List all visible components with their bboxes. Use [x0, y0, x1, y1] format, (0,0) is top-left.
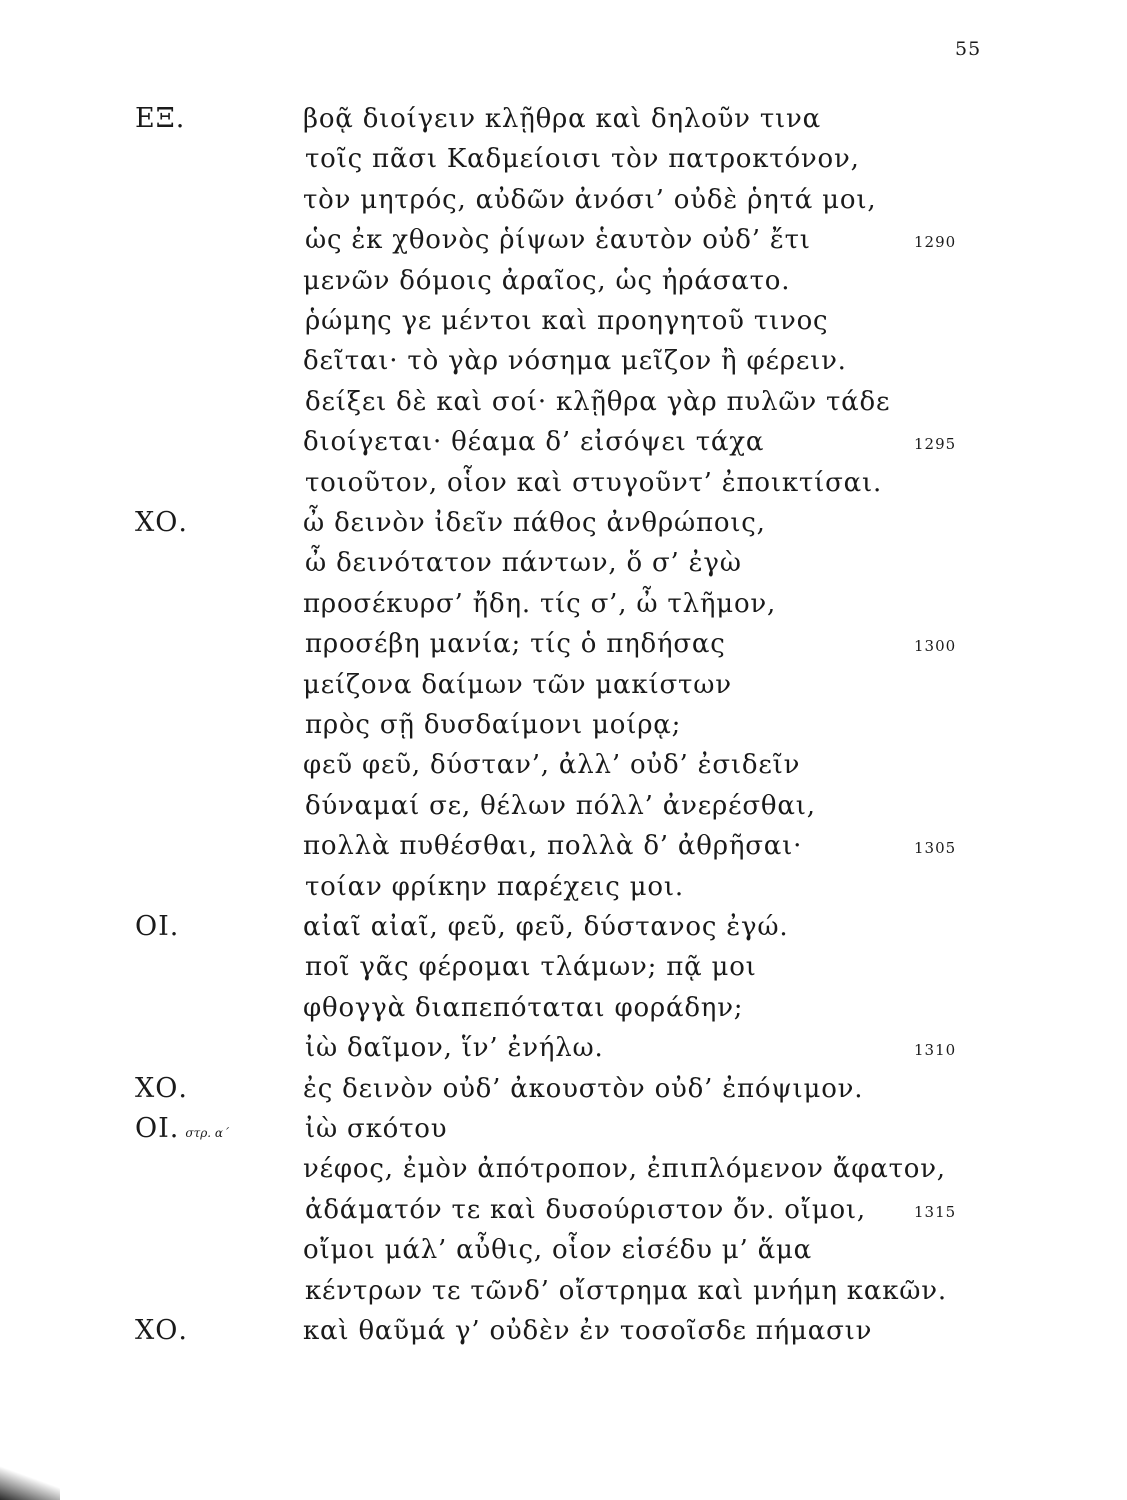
verse-text-line: δύναμαί σε, θέλων πόλλ’ ἀνερέσθαι, — [305, 790, 816, 821]
verse-text-line: ὦ δεινότατον πάντων, ὅ σ’ ἐγὼ — [305, 548, 742, 579]
verse-line — [0, 1029, 1127, 1069]
verse-text-line: τοῖς πᾶσι Καδμείοισι τὸν πατροκτόνον, — [305, 144, 860, 175]
verse-text-line: φεῦ φεῦ, δύσταν’, ἀλλ’ οὐδ’ ἐσιδεῖν — [303, 750, 801, 781]
page-edge-shadow — [0, 1460, 60, 1500]
speaker-name: ΕΞ. — [135, 103, 186, 134]
verse-line — [0, 181, 1127, 221]
verse-line — [0, 342, 1127, 382]
verse-text-line: ἐς δεινὸν οὐδ’ ἀκουστὸν οὐδ’ ἐπόψιμον. — [303, 1073, 864, 1104]
speaker-name: ΧΟ. — [135, 1072, 188, 1104]
verse-line — [0, 1070, 1127, 1110]
verse-line — [0, 544, 1127, 584]
verse-line — [0, 1110, 1127, 1150]
speaker-label — [135, 507, 188, 538]
line-number: 1295 — [914, 435, 957, 454]
strophe-marker: στρ. α΄ — [185, 1126, 230, 1140]
verse-text-line: δεῖται· τὸ γὰρ νόσημα μεῖζον ἢ φέρειν. — [303, 346, 847, 377]
verse-line — [0, 140, 1127, 180]
verse-text-line: μενῶν δόμοις ἀραῖος, ὡς ἠράσατο. — [303, 265, 791, 296]
verse-text-line: νέφος, ἐμὸν ἀπότροπον, ἐπιπλόμενον ἄφατον, — [303, 1154, 946, 1185]
verse-line — [0, 1191, 1127, 1231]
verse-line — [0, 302, 1127, 342]
verse-text-line: ὡς ἐκ χθονὸς ῥίψων ἑαυτὸν οὐδ’ ἔτι — [305, 225, 811, 256]
verse-line — [0, 504, 1127, 544]
verse-text-line: πολλὰ πυθέσθαι, πολλὰ δ’ ἀθρῆσαι· — [303, 831, 803, 862]
page-number: 55 — [955, 38, 982, 60]
verse-text-line: τὸν μητρός, αὐδῶν ἀνόσι’ οὐδὲ ῥητά μοι, — [303, 184, 877, 215]
verse-text-line: προσέκυρσ’ ἤδη. τίς σ’, ὦ τλῆμον, — [303, 588, 777, 619]
verse-text-line: δείξει δὲ καὶ σοί· κλῇθρα γὰρ πυλῶν τάδε — [305, 386, 891, 417]
verse-text-line: πρὸς σῇ δυσδαίμονι μοίρᾳ; — [305, 710, 682, 740]
verse-text-line: κέντρων τε τῶνδ’ οἴστρημα καὶ μνήμη κακῶν. — [305, 1275, 947, 1306]
verse-text-line: ἀδάματόν τε καὶ δυσούριστον ὄν. οἴμοι, — [305, 1194, 866, 1225]
line-number: 1315 — [914, 1202, 957, 1221]
verse-line — [0, 1231, 1127, 1271]
verse-line — [0, 464, 1127, 504]
verse-line — [0, 262, 1127, 302]
verse-line — [0, 868, 1127, 908]
verse-line — [0, 787, 1127, 827]
verse-text-line: ἰὼ σκότου — [305, 1114, 448, 1144]
verse-line — [0, 383, 1127, 423]
verse-line — [0, 100, 1127, 140]
speaker-label — [135, 1113, 229, 1144]
speaker-label — [135, 1315, 188, 1346]
verse-line — [0, 908, 1127, 948]
verse-line — [0, 706, 1127, 746]
line-number: 1310 — [914, 1041, 957, 1060]
verse-text-line: τοίαν φρίκην παρέχεις μοι. — [305, 871, 684, 902]
speaker-name: ΧΟ. — [135, 507, 188, 538]
verse-text-line: ἰὼ δαῖμον, ἵν’ ἐνήλω. — [305, 1033, 604, 1064]
speaker-label — [135, 911, 179, 942]
verse-text-line: ποῖ γᾶς φέρομαι τλάμων; πᾷ μοι — [305, 952, 757, 983]
line-number: 1300 — [914, 637, 957, 656]
verse-line — [0, 585, 1127, 625]
verse-line — [0, 1272, 1127, 1312]
speaker-name: ΟΙ. — [135, 911, 180, 942]
verse-line — [0, 666, 1127, 706]
verse-text-line: ῥώμης γε μέντοι καὶ προηγητοῦ τινος — [305, 306, 829, 336]
verse-text-line: αἰαῖ αἰαῖ, φεῦ, φεῦ, δύστανος ἐγώ. — [303, 912, 789, 942]
verse-line — [0, 423, 1127, 463]
verse-text-line: μείζονα δαίμων τῶν μακίστων — [303, 669, 732, 700]
speaker-label — [135, 1073, 188, 1104]
verse-text-line: ὦ δεινὸν ἰδεῖν πάθος ἀνθρώποις, — [303, 508, 766, 538]
verse-text-line: τοιοῦτον, οἷον καὶ στυγοῦντ’ ἐποικτίσαι. — [305, 467, 883, 498]
line-number: 1305 — [914, 839, 957, 858]
verse-line — [0, 1150, 1127, 1190]
verse-line — [0, 746, 1127, 786]
verse-line — [0, 625, 1127, 665]
speaker-label — [135, 103, 185, 134]
verse-line — [0, 827, 1127, 867]
verse-line — [0, 989, 1127, 1029]
verse-line — [0, 1312, 1127, 1352]
verse-line — [0, 221, 1127, 261]
verse-text-line: φθογγὰ διαπεπόταται φοράδην; — [303, 992, 744, 1023]
verse-text-line: βοᾷ διοίγειν κλῇθρα καὶ δηλοῦν τινα — [303, 104, 821, 134]
verse-text-line: καὶ θαῦμά γ’ οὐδὲν ἐν τοσοῖσδε πήμασιν — [303, 1316, 873, 1346]
speaker-name: ΟΙ. — [135, 1113, 180, 1144]
line-number: 1290 — [914, 233, 957, 252]
verse-text-line: προσέβη μανία; τίς ὁ πηδήσας — [305, 629, 726, 660]
verse-line — [0, 948, 1127, 988]
verse-text-line: οἴμοι μάλ’ αὖθις, οἷον εἰσέδυ μ’ ἅμα — [303, 1235, 813, 1266]
verse-text-line: διοίγεται· θέαμα δ’ εἰσόψει τάχα — [303, 427, 765, 458]
speaker-name: ΧΟ. — [135, 1315, 188, 1346]
